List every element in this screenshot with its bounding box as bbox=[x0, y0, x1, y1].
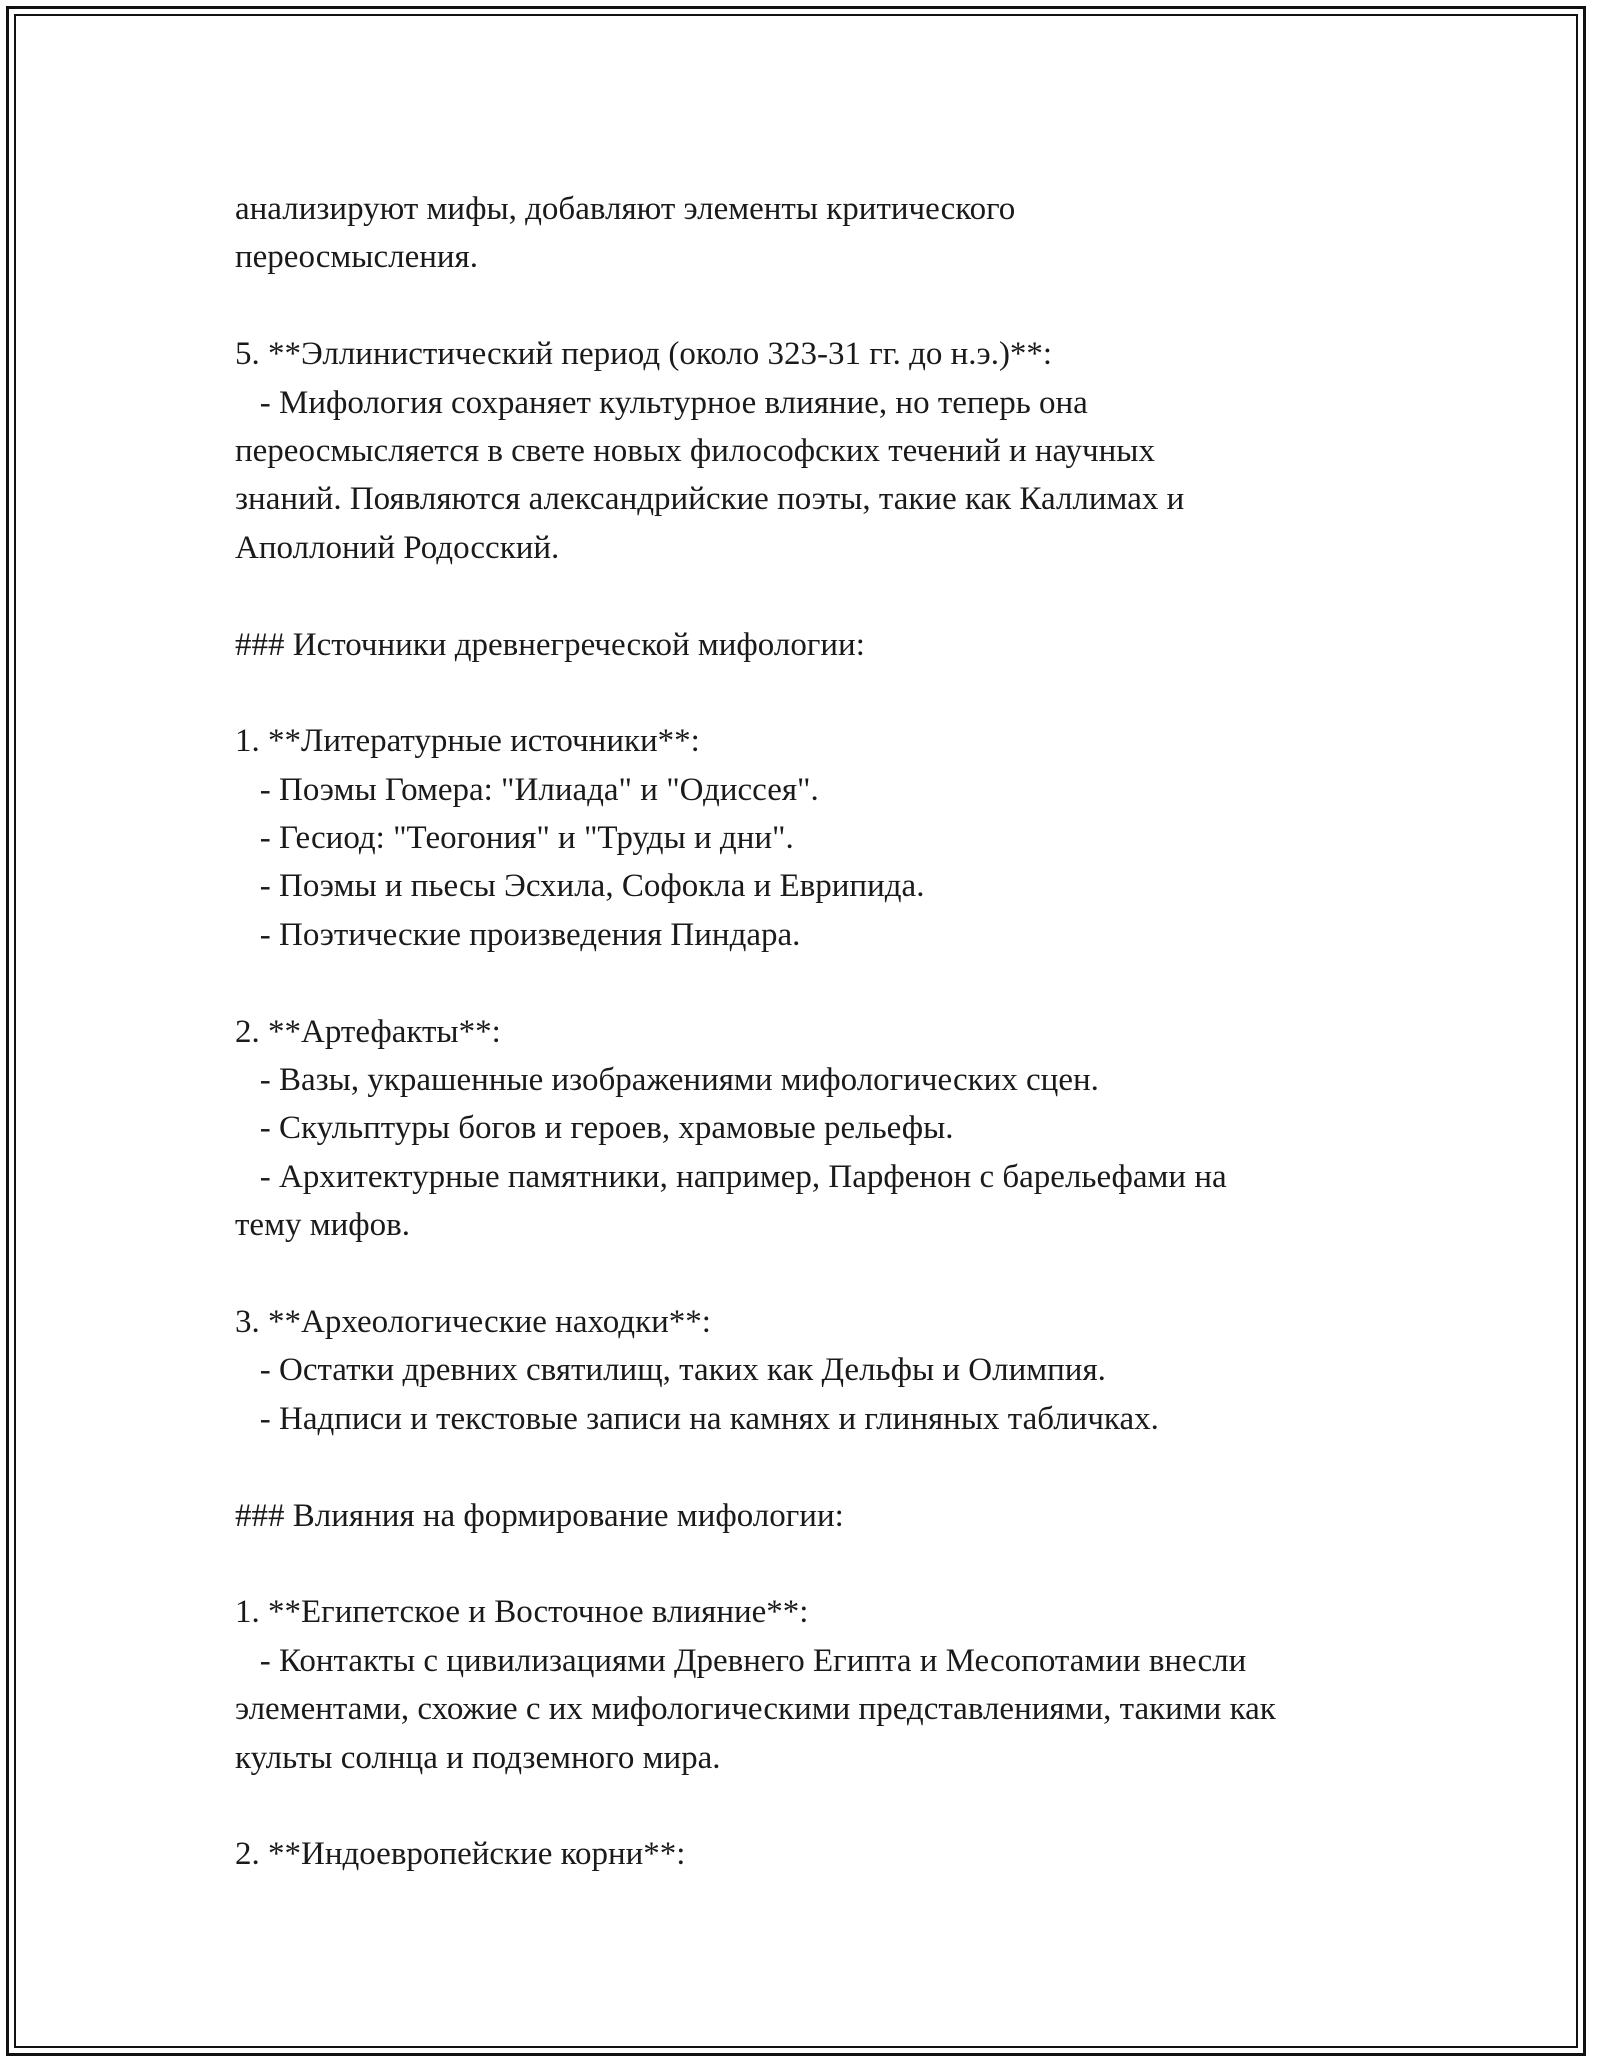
text-line: 2. **Артефакты**: bbox=[235, 1013, 501, 1050]
text-line: 1. **Литературные источники**: bbox=[235, 723, 700, 760]
blank-line bbox=[235, 1443, 1395, 1491]
text-line: анализируют мифы, добавляют элементы критического bbox=[235, 191, 1016, 227]
text-line: 1. **Египетское и Восточное влияние**: bbox=[235, 1594, 809, 1631]
document-text bbox=[235, 185, 1395, 1879]
blank-line bbox=[235, 669, 1395, 717]
text-line: - Вазы, украшенные изображениями мифологических сцен. bbox=[235, 1062, 1099, 1099]
text-line: - Надписи и текстовые записи на камнях и глиняных табличках. bbox=[235, 1400, 1159, 1437]
text-line: тему мифов. bbox=[235, 1207, 410, 1244]
text-line: 5. **Эллинистический период (около 323-31 гг. до н.э.)**: bbox=[235, 336, 1053, 373]
text-line: - Архитектурные памятники, например, Парфенон с барельефами на bbox=[235, 1158, 1227, 1195]
text-line: 3. **Археологические находки**: bbox=[235, 1303, 711, 1340]
blank-line bbox=[235, 1540, 1395, 1588]
text-line: - Скульптуры богов и героев, храмовые рельефы. bbox=[235, 1110, 954, 1147]
text-line: переосмысляется в свете новых философских течений и научных bbox=[235, 432, 1155, 469]
text-line: элементами, схожие с их мифологическими представлениями, такими как bbox=[235, 1691, 1276, 1728]
text-line: - Поэтические произведения Пиндара. bbox=[235, 916, 801, 953]
text-line: - Остатки древних святилищ, таких как Дельфы и Олимпия. bbox=[235, 1352, 1106, 1389]
text-line: Аполлоний Родосский. bbox=[235, 529, 560, 566]
text-line: - Поэмы Гомера: "Илиада" и "Одиссея". bbox=[235, 771, 819, 808]
text-line: - Контакты с цивилизациями Древнего Египта и Месопотамии внесли bbox=[235, 1642, 1247, 1679]
section-heading: ### Источники древнегреческой мифологии: bbox=[235, 626, 865, 663]
blank-line bbox=[235, 572, 1395, 620]
text-line: культы солнца и подземного мира. bbox=[235, 1739, 721, 1776]
text-line: 2. **Индоевропейские корни**: bbox=[235, 1836, 686, 1873]
blank-line bbox=[235, 1250, 1395, 1298]
text-line: знаний. Появляются александрийские поэты, такие как Каллимах и bbox=[235, 481, 1185, 518]
blank-line bbox=[235, 1782, 1395, 1830]
blank-line bbox=[235, 959, 1395, 1007]
text-line: - Поэмы и пьесы Эсхила, Софокла и Еврипида. bbox=[235, 868, 925, 905]
section-heading: ### Влияния на формирование мифологии: bbox=[235, 1497, 844, 1534]
text-line: - Мифология сохраняет культурное влияние, но теперь она bbox=[235, 384, 1088, 421]
text-line: переосмысления. bbox=[235, 239, 478, 276]
blank-line bbox=[235, 282, 1395, 330]
text-line: - Гесиод: "Теогония" и "Труды и дни". bbox=[235, 820, 794, 857]
